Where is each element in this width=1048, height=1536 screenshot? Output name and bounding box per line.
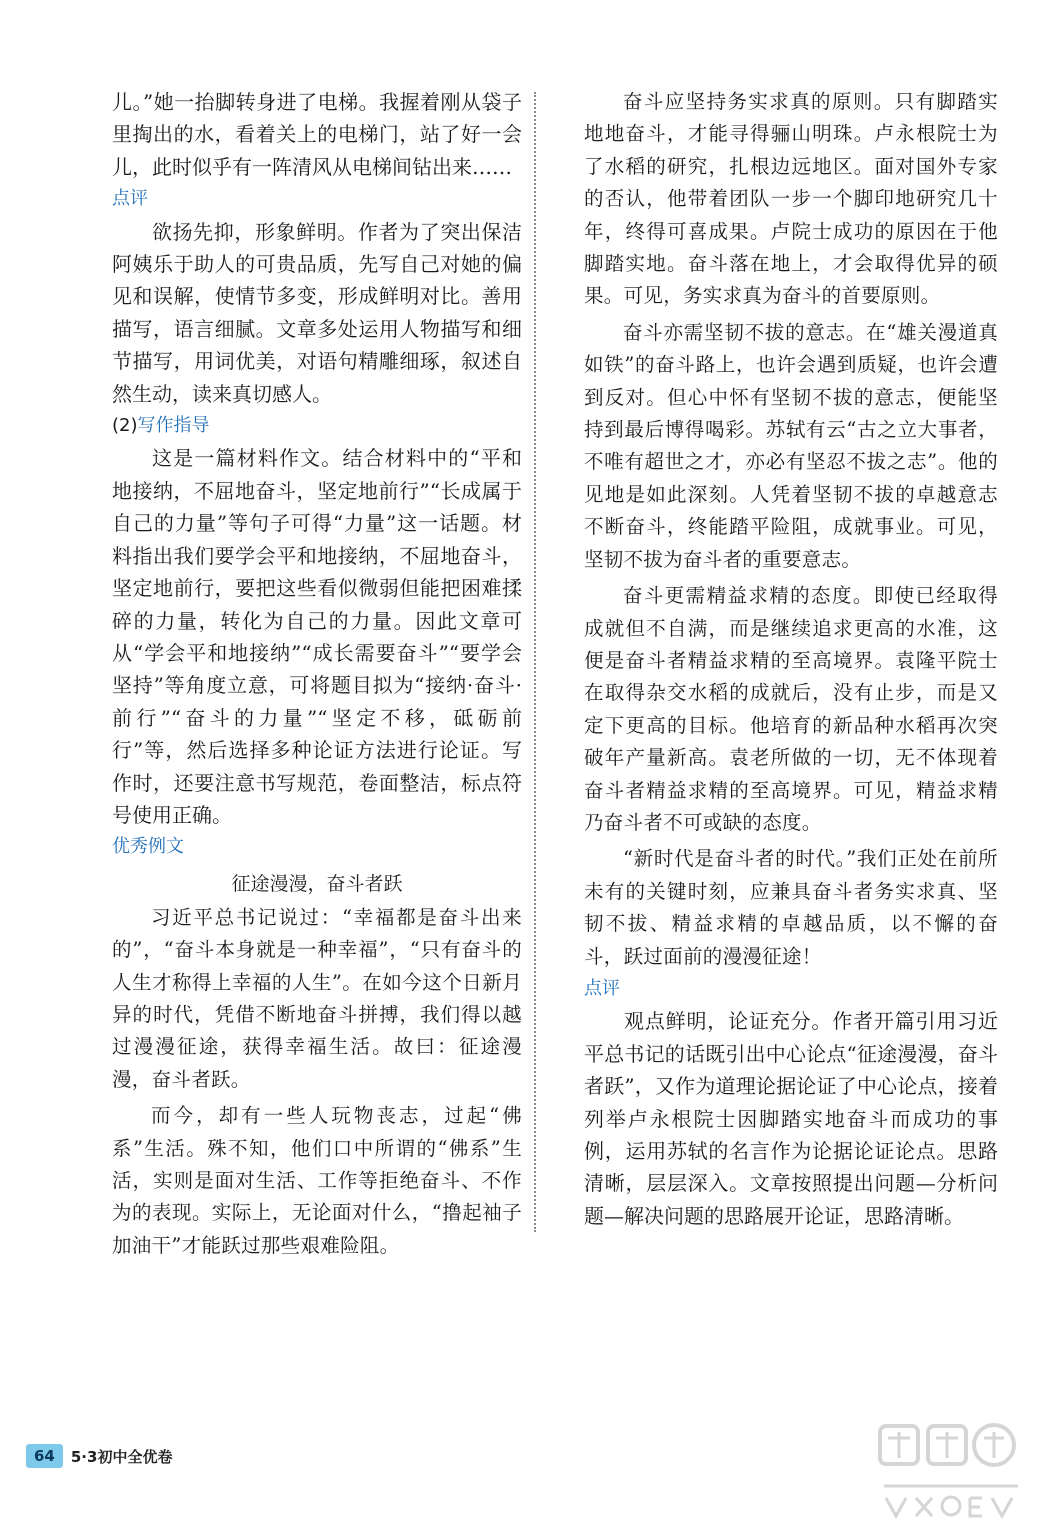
series-title: 5·3初中全优卷 [70,1447,173,1466]
review-paragraph: 欲扬先抑，形象鲜明。作者为了突出保洁阿姨乐于助人的可贵品质，先写自己对她的偏见和误解，使情节多变，形成鲜明对比。善用描写，语言细腻。文章多处运用人物描写和细节描写，用词优美，对语句精雕细琢，叙述自然生动，读来真切感人。 [112,219,522,406]
page-number: 64 [26,1444,63,1468]
watermark-logo [876,1420,1026,1525]
essay-paragraph: 奋斗亦需坚韧不拔的意志。在“雄关漫道真如铁”的奋斗路上，也许会遇到质疑，也许会遭到反对。但心中怀有坚韧不拔的意志，便能坚持到最后博得喝彩。苏轼有云“古之立大事者，不唯有超世之才，亦必有坚忍不拔之志”。他的见地是如此深刻。人凭着坚韧不拔的卓越意志不断奋斗，终能踏平险阻，成就事业。可见，坚韧不拔为奋斗者的重要意志。 [584,320,998,571]
essay-paragraph: 奋斗更需精益求精的态度。即使已经取得成就但不自满，而是继续追求更高的水准，这便是奋斗者精益求精的至高境界。袁隆平院士在取得杂交水稻的成就后，没有止步，而是又定下更高的目标。他培育的新品种水稻再次突破年产量新高。袁老所做的一切，无不体现着奋斗者精益求精的至高境界。可见，精益求精乃奋斗者不可或缺的态度。 [584,584,998,834]
essay-paragraph: 而今，却有一些人玩物丧志，过起“佛系”生活。殊不知，他们口中所谓的“佛系”生活，实则是面对生活、工作等拒绝奋斗、不作为的表现。实际上，无论面对什么，“撸起袖子加油干”才能跃过那些艰难险阻。 [112,1104,522,1257]
review-label: 点评 [112,188,148,210]
page-footer [26,1444,172,1468]
example-essay-label: 优秀例文 [112,836,184,858]
right-column [584,86,998,1232]
essay-title: 征途漫漫，奋斗者跃 [231,872,403,895]
essay-paragraph: “新时代是奋斗者的时代。”我们正处在前所未有的关键时刻，应兼具奋斗者务实求真、坚韧不拔、精益求精的卓越品质，以不懈的奋斗，跃过面前的漫漫征途！ [584,847,998,968]
writing-guide-label [112,410,522,442]
writing-guide-paragraph: 这是一篇材料作文。结合材料中的“平和地接纳，不屈地奋斗，坚定地前行”“长成属于自己的力量”等句子可得“力量”这一话题。材料指出我们要学会平和地接纳，不屈地奋斗，坚定地前行，要把这些看似微弱但能把困难揉碎的力量，转化为自己的力量。因此文章可从“学会平和地接纳”“成长需要奋斗”“要学会坚持”等角度立意，可将题目拟为“接纳·奋斗·前行”“奋斗的力量”“坚定不移，砥砺前行”等，然后选择多种论证方法进行论证。写作时，还要注意书写规范，卷面整洁，标点符号使用正确。 [112,446,522,827]
review-paragraph: 观点鲜明，论证充分。作者开篇引用习近平总书记的话既引出中心论点“征途漫漫，奋斗者跃”，又作为道理论据论证了中心论点，接着列举卢永根院士因脚踏实地奋斗而成功的事例，运用苏轼的名言作为论据论证论点。思路清晰，层层深入。文章按照提出问题—分析问题—解决问题的思路展开论证，思路清晰。 [584,1009,998,1228]
example-essay [112,866,522,1262]
section-number: (2) [112,415,138,437]
writing-guide-title: 写作指导 [137,415,210,437]
left-column [112,86,522,1262]
story-ending-paragraph: 儿。”她一抬脚转身进了电梯。我握着刚从袋子里掏出的水，看着关上的电梯门，站了好一会儿，此时似乎有一阵清风从电梯间钻出来…… [112,90,522,179]
essay-paragraph: 习近平总书记说过：“幸福都是奋斗出来的”，“奋斗本身就是一种幸福”，“只有奋斗的人生才称得上幸福的人生”。在如今这个日新月异的时代，凭借不断地奋斗拼搏，我们得以越过漫漫征途，获得幸福生活。故曰：征途漫漫，奋斗者跃。 [112,905,522,1091]
example-essay-continued [584,86,998,973]
review-label: 点评 [584,977,620,999]
essay-paragraph: 奋斗应坚持务实求真的原则。只有脚踏实地地奋斗，才能寻得骊山明珠。卢永根院士为了水稻的研究，扎根边远地区。面对国外专家的否认，他带着团队一步一个脚印地研究几十年，终得可喜成果。卢院士成功的原因在于他脚踏实地。奋斗落在地上，才会取得优异的硕果。可见，务实求真为奋斗的首要原则。 [584,90,998,308]
column-divider [534,92,536,1232]
